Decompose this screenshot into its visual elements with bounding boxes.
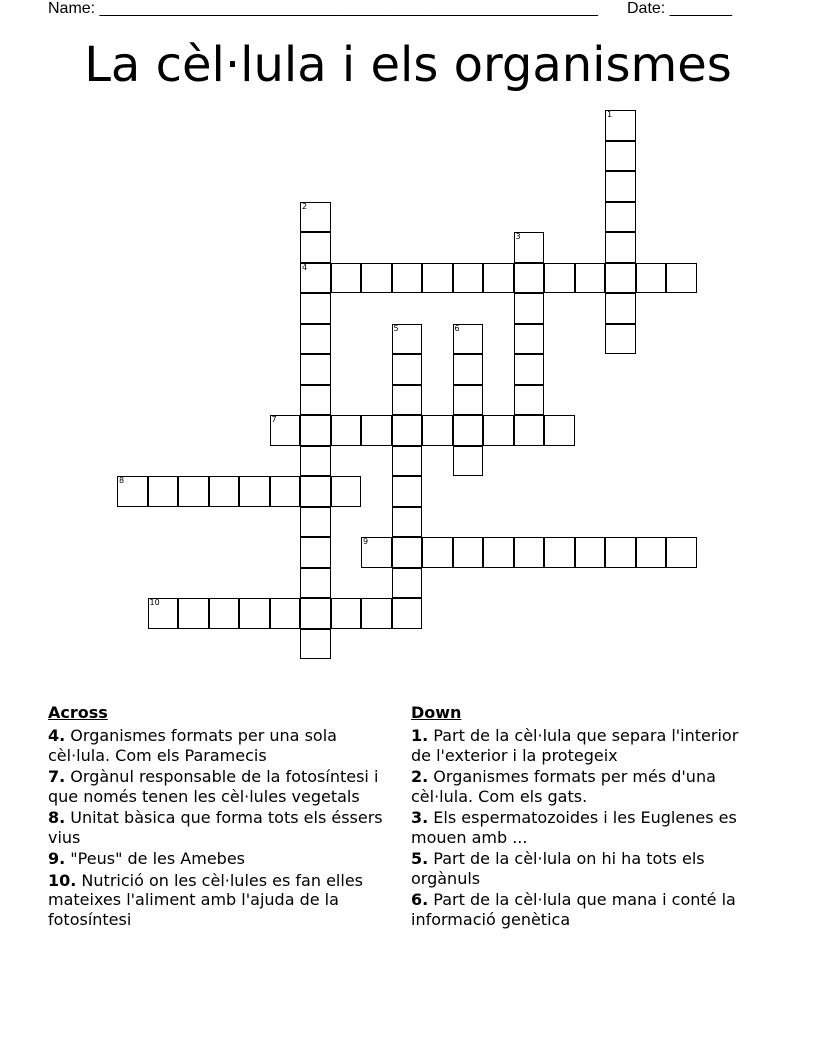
grid-cell[interactable] [300, 202, 331, 233]
grid-cell[interactable] [514, 324, 545, 355]
clue-text: Organismes formats per una sola cèl·lula. Com els Paramecis [48, 726, 337, 765]
clue-number: 8. [48, 808, 66, 827]
grid-cell[interactable] [483, 537, 514, 568]
grid-cell[interactable] [605, 202, 636, 233]
grid-cell[interactable] [422, 537, 453, 568]
grid-cell[interactable] [422, 263, 453, 294]
grid-cell[interactable] [361, 263, 392, 294]
grid-cell[interactable] [392, 537, 423, 568]
grid-cell[interactable] [361, 415, 392, 446]
grid-cell[interactable] [636, 263, 667, 294]
clue-item [48, 808, 400, 847]
grid-cell[interactable] [453, 385, 484, 416]
clue-text: Unitat bàsica que forma tots els éssers vius [48, 808, 383, 847]
across-clues [48, 703, 400, 931]
grid-cell[interactable] [483, 415, 514, 446]
grid-cell[interactable] [605, 141, 636, 172]
clue-number: 5. [411, 849, 429, 868]
grid-cell[interactable] [605, 324, 636, 355]
grid-cell[interactable] [392, 568, 423, 599]
clue-number: 7. [48, 767, 66, 786]
grid-cell[interactable] [300, 476, 331, 507]
clue-text: "Peus" de les Amebes [65, 849, 246, 868]
cell-number: 3 [515, 232, 521, 241]
clue-item [48, 726, 400, 765]
grid-cell[interactable] [453, 446, 484, 477]
grid-cell[interactable] [209, 476, 240, 507]
across-clue-list [48, 726, 400, 929]
cell-number: 4 [302, 262, 308, 272]
clue-number: 4. [48, 726, 66, 745]
grid-cell[interactable] [300, 232, 331, 263]
clue-number: 6. [411, 890, 429, 909]
grid-cell[interactable] [453, 537, 484, 568]
clue-number: 2. [411, 767, 429, 786]
grid-cell[interactable] [117, 476, 148, 507]
grid-cell[interactable] [605, 232, 636, 263]
clue-item [48, 849, 400, 869]
clue-number: 10. [48, 870, 77, 890]
cell-number: 6 [454, 323, 460, 333]
grid-cell[interactable] [453, 354, 484, 385]
grid-cell[interactable] [453, 263, 484, 294]
cell-number: 7 [271, 415, 277, 424]
grid-cell[interactable] [300, 385, 331, 416]
grid-cell[interactable] [270, 415, 301, 446]
clue-text: Part de la cèl·lula que mana i conté la informació genètica [411, 890, 736, 929]
grid-cell[interactable] [300, 537, 331, 568]
grid-cell[interactable] [605, 110, 636, 141]
grid-cell[interactable] [300, 507, 331, 538]
cell-number: 10 [149, 598, 160, 607]
grid-cell[interactable] [392, 263, 423, 294]
grid-cell[interactable] [514, 537, 545, 568]
grid-cell[interactable] [514, 415, 545, 446]
grid-cell[interactable] [544, 415, 575, 446]
down-clue-list [411, 726, 763, 929]
grid-cell[interactable] [392, 446, 423, 477]
grid-cell[interactable] [300, 446, 331, 477]
grid-cell[interactable] [148, 598, 179, 629]
grid-cell[interactable] [300, 324, 331, 355]
grid-cell[interactable] [575, 263, 606, 294]
clue-number: 9. [48, 849, 66, 868]
grid-cell[interactable] [514, 263, 545, 294]
clue-item [48, 767, 400, 806]
grid-cell[interactable] [300, 293, 331, 324]
grid-cell[interactable] [300, 415, 331, 446]
name-field[interactable]: Name: ________________________________________________________ [48, 0, 598, 17]
grid-cell[interactable] [453, 324, 484, 355]
grid-cell[interactable] [148, 476, 179, 507]
cell-number: 9 [363, 537, 369, 546]
clue-item [411, 808, 763, 847]
clue-item [411, 767, 763, 806]
grid-cell[interactable] [605, 293, 636, 324]
down-clues [411, 703, 763, 931]
clue-text: Nutrició on les cèl·lules es fan elles mateixes l'aliment amb l'ajuda de la fotosíntesi [48, 870, 363, 929]
grid-cell[interactable] [575, 537, 606, 568]
grid-cell[interactable] [666, 537, 697, 568]
clue-text: Els espermatozoides i les Euglenes es mouen amb ... [411, 808, 737, 847]
grid-cell[interactable] [544, 263, 575, 294]
grid-cell[interactable] [178, 598, 209, 629]
grid-cell[interactable] [178, 476, 209, 507]
clue-item [411, 726, 763, 765]
grid-cell[interactable] [361, 598, 392, 629]
grid-cell[interactable] [514, 354, 545, 385]
grid-cell[interactable] [392, 598, 423, 629]
grid-cell[interactable] [300, 354, 331, 385]
across-heading: Across [48, 703, 108, 722]
grid-cell[interactable] [392, 385, 423, 416]
grid-cell[interactable] [361, 537, 392, 568]
grid-cell[interactable] [300, 568, 331, 599]
grid-cell[interactable] [392, 476, 423, 507]
clue-number: 1. [411, 726, 429, 745]
clue-text: Orgànul responsable de la fotosíntesi i que només tenen les cèl·lules vegetals [48, 767, 379, 806]
cell-number: 8 [119, 476, 125, 485]
clue-text: Organismes formats per més d'una cèl·lula. Com els gats. [411, 767, 716, 806]
grid-cell[interactable] [239, 476, 270, 507]
clue-item [48, 871, 400, 930]
grid-cell[interactable] [422, 415, 453, 446]
grid-cell[interactable] [209, 598, 240, 629]
grid-cell[interactable] [605, 537, 636, 568]
grid-cell[interactable] [605, 171, 636, 202]
grid-cell[interactable] [331, 415, 362, 446]
grid-cell[interactable] [544, 537, 575, 568]
grid-cell[interactable] [392, 324, 423, 355]
clue-number: 3. [411, 808, 429, 827]
grid-cell[interactable] [239, 598, 270, 629]
grid-cell[interactable] [483, 263, 514, 294]
grid-cell[interactable] [514, 232, 545, 263]
cell-number: 1 [607, 110, 613, 119]
grid-cell[interactable] [300, 263, 331, 294]
grid-cell[interactable] [300, 598, 331, 629]
grid-cell[interactable] [514, 293, 545, 324]
grid-cell[interactable] [636, 537, 667, 568]
grid-cell[interactable] [270, 476, 301, 507]
grid-cell[interactable] [331, 263, 362, 294]
grid-cell[interactable] [666, 263, 697, 294]
grid-cell[interactable] [453, 415, 484, 446]
grid-cell[interactable] [605, 263, 636, 294]
cell-number: 2 [302, 201, 308, 211]
clue-text: Part de la cèl·lula on hi ha tots els orgànuls [411, 849, 705, 888]
grid-cell[interactable] [392, 507, 423, 538]
clue-item [411, 890, 763, 929]
grid-cell[interactable] [270, 598, 301, 629]
grid-cell[interactable] [514, 385, 545, 416]
grid-cell[interactable] [331, 598, 362, 629]
page-title: La cèl·lula i els organismes [84, 37, 732, 93]
date-field[interactable]: Date: _______ [627, 0, 732, 17]
cell-number: 5 [393, 323, 399, 333]
grid-cell[interactable] [331, 476, 362, 507]
down-heading: Down [411, 703, 462, 722]
grid-cell[interactable] [300, 629, 331, 660]
grid-cell[interactable] [392, 415, 423, 446]
clue-item [411, 849, 763, 888]
clue-text: Part de la cèl·lula que separa l'interior de l'exterior i la protegeix [411, 726, 739, 765]
grid-cell[interactable] [392, 354, 423, 385]
